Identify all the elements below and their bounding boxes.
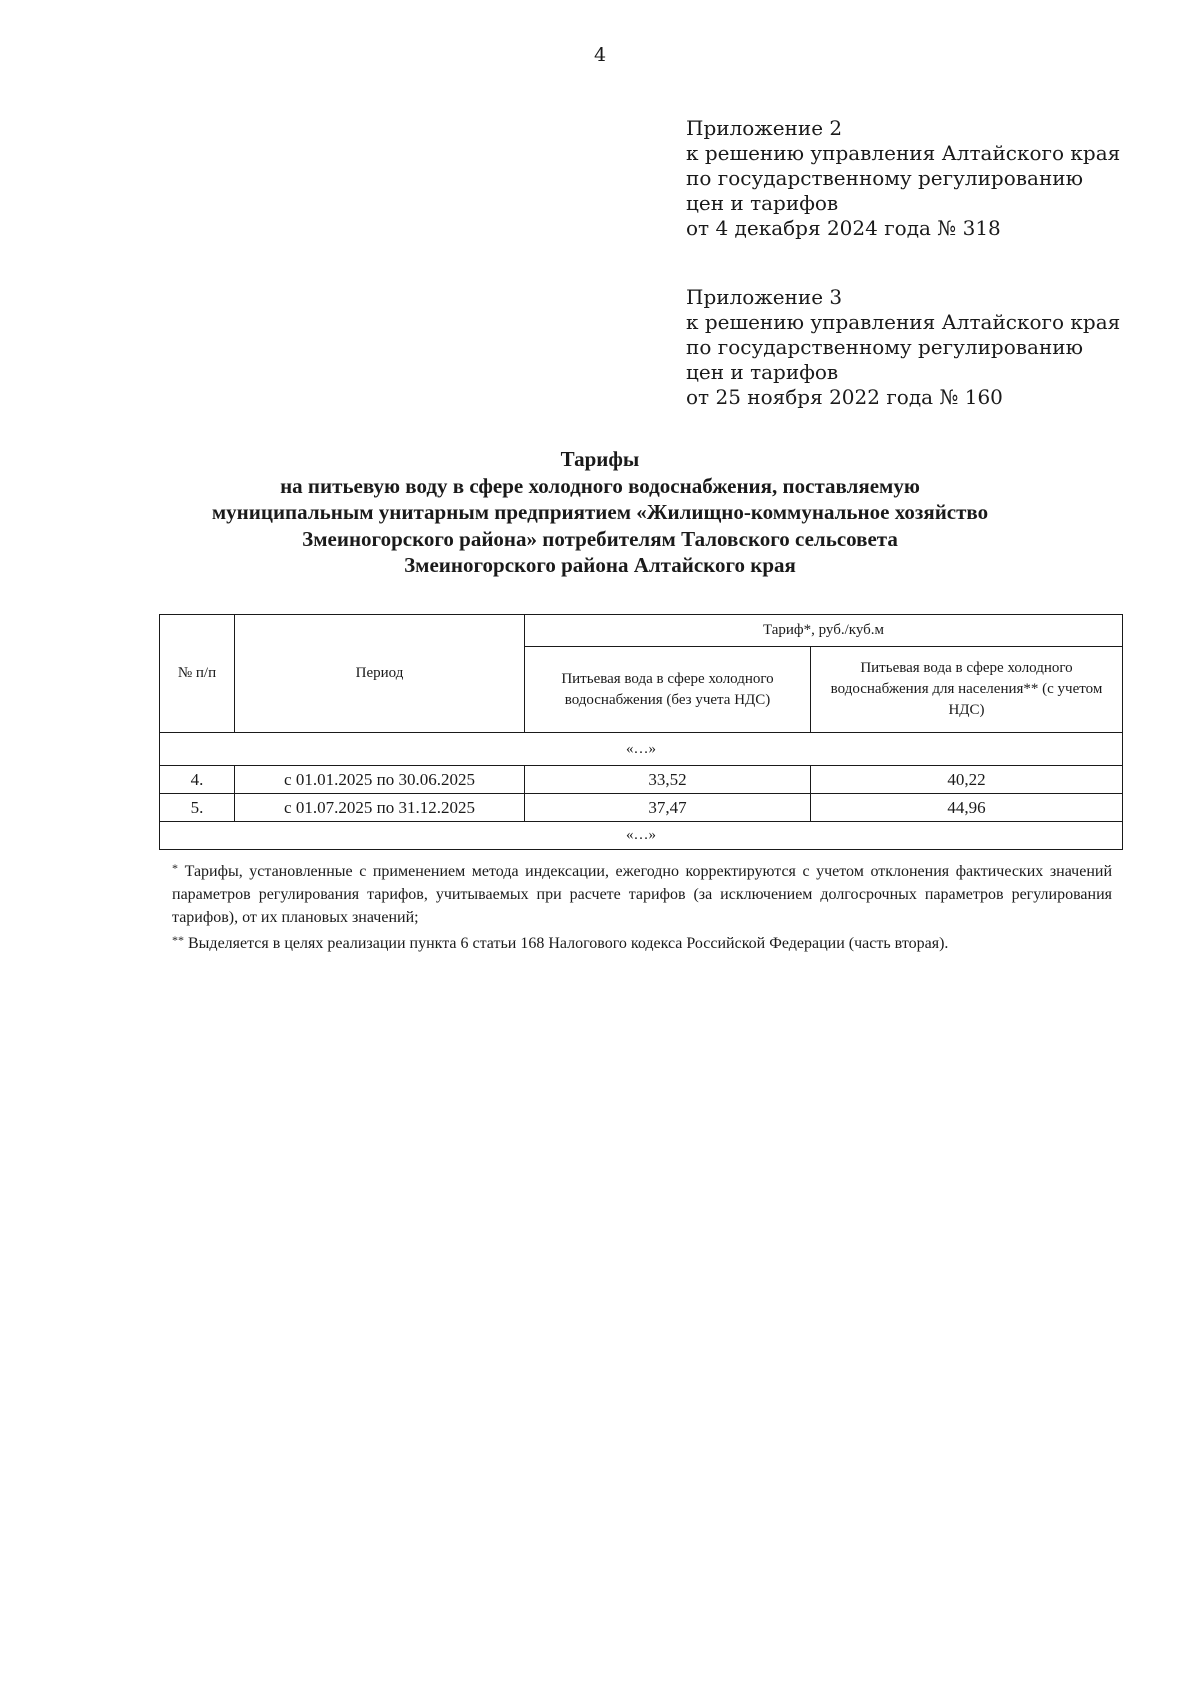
footnote-2 [172, 929, 1112, 955]
tariffs-table [159, 614, 1123, 850]
appendix-2-line: от 4 декабря 2024 года № 318 [686, 216, 1001, 240]
footnote-1-text: Тарифы, установленные с применением метода индексации, ежегодно корректируются с учетом отклонения фактических значений параметров регулирования тарифов, учитываемых при расчете тарифов (за исключением долгосрочных параметров регулирования тарифов), от их плановых значений; [172, 863, 1113, 926]
ellipsis-top: «…» [160, 733, 1123, 766]
header-period: Период [235, 615, 525, 733]
table-row-ellipsis [160, 733, 1123, 766]
appendix-2-line: Приложение 2 [686, 116, 843, 140]
page-number: 4 [593, 44, 607, 66]
appendix-3-line: Приложение 3 [686, 285, 843, 309]
document-title [0, 446, 1200, 579]
appendix-2-line: к решению управления Алтайского края [686, 141, 1121, 165]
title-line: Змеиногорского района» потребителям Таловского сельсовета [302, 526, 898, 551]
table-row [160, 794, 1123, 822]
appendix-3-line: цен и тарифов [686, 360, 839, 384]
appendix-2-line: цен и тарифов [686, 191, 839, 215]
appendix-2-line: по государственному регулированию [686, 166, 1084, 190]
cell-period: с 01.01.2025 по 30.06.2025 [235, 766, 525, 794]
cell-num: 5. [160, 794, 235, 822]
cell-tariff-without-vat: 33,52 [525, 766, 811, 794]
cell-tariff-without-vat: 37,47 [525, 794, 811, 822]
table-row [160, 766, 1123, 794]
ellipsis-bottom: «…» [160, 822, 1123, 850]
cell-tariff-with-vat: 40,22 [811, 766, 1123, 794]
footnote-2-text: Выделяется в целях реализации пункта 6 статьи 168 Налогового кодекса Российской Федерации (часть вторая). [188, 935, 949, 952]
footnotes [172, 857, 1112, 955]
footnote-2-mark: ** [172, 933, 184, 947]
header-col-with-vat: Питьевая вода в сфере холодного водоснабжения для населения** (с учетом НДС) [811, 647, 1123, 733]
header-tariff-group: Тариф*, руб./куб.м [525, 615, 1123, 647]
title-line: муниципальным унитарным предприятием «Жилищно-коммунальное хозяйство [211, 500, 989, 524]
appendix-2-header [686, 116, 1120, 241]
table-header-row [160, 615, 1123, 647]
footnote-1 [172, 857, 1112, 929]
title-line: Тарифы [560, 447, 640, 471]
header-num: № п/п [160, 615, 235, 733]
table-row-ellipsis [160, 822, 1123, 850]
appendix-3-line: к решению управления Алтайского края [686, 310, 1121, 334]
appendix-3-line: от 25 ноября 2022 года № 160 [686, 385, 1003, 409]
footnote-1-mark: * [172, 861, 178, 875]
title-line: Змеиногорского района Алтайского края [404, 553, 796, 577]
cell-period: с 01.07.2025 по 31.12.2025 [235, 794, 525, 822]
cell-tariff-with-vat: 44,96 [811, 794, 1123, 822]
title-line: на питьевую воду в сфере холодного водоснабжения, поставляемую [280, 473, 920, 498]
header-col-without-vat: Питьевая вода в сфере холодного водоснабжения (без учета НДС) [525, 647, 811, 733]
cell-num: 4. [160, 766, 235, 794]
appendix-3-header [686, 285, 1120, 410]
appendix-3-line: по государственному регулированию [686, 335, 1084, 359]
